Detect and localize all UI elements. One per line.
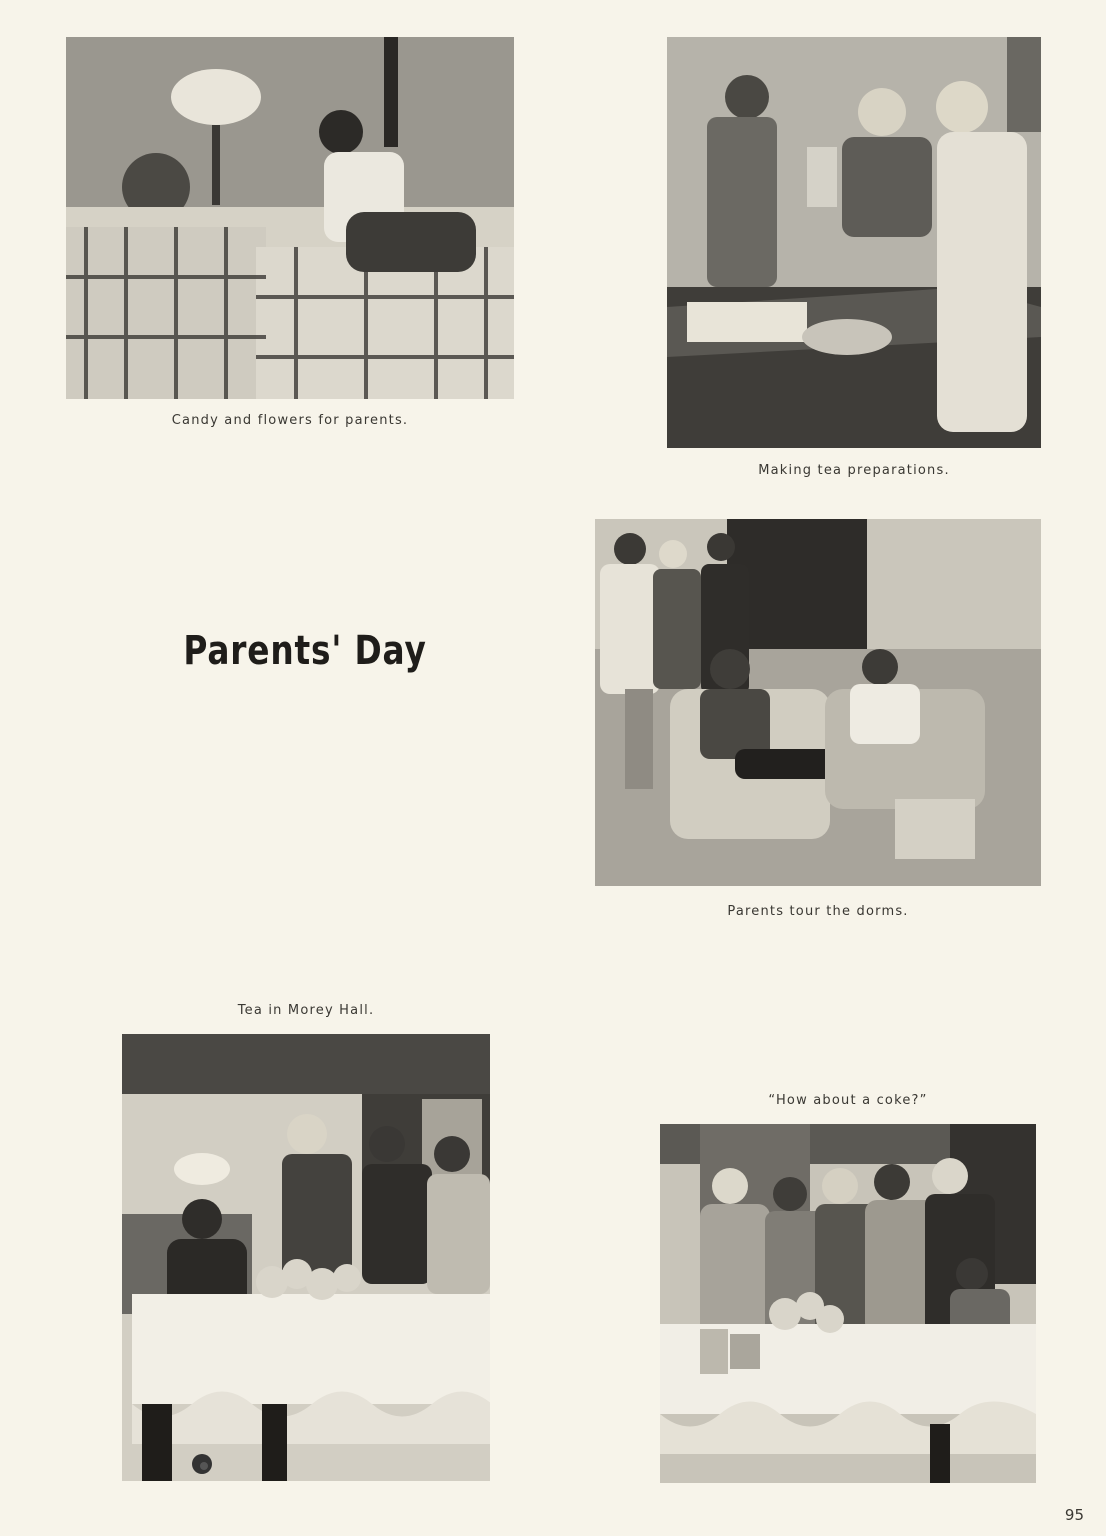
- photo-candy-and-flowers: [66, 37, 514, 399]
- photo-tea-in-morey-hall: [122, 1034, 490, 1481]
- coke-gathering-scene: [660, 1124, 1036, 1483]
- caption-tea-in-morey-hall: Tea in Morey Hall.: [237, 1003, 375, 1018]
- tea-preparation-scene: [667, 37, 1041, 448]
- caption-candy-and-flowers: Candy and flowers for parents.: [171, 413, 409, 428]
- photo-how-about-a-coke: [660, 1124, 1036, 1483]
- caption-making-tea-preparations: Making tea preparations.: [758, 463, 950, 478]
- dorm-tour-scene: [595, 519, 1041, 886]
- page-title: Parents' Day: [183, 628, 427, 674]
- morey-hall-tea-scene: [122, 1034, 490, 1481]
- dorm-room-scene: [66, 37, 514, 399]
- photo-parents-tour-dorms: [595, 519, 1041, 886]
- page-number: 95: [1064, 1506, 1084, 1524]
- caption-parents-tour-dorms: Parents tour the dorms.: [727, 904, 909, 919]
- caption-how-about-a-coke: “How about a coke?”: [768, 1093, 928, 1108]
- photo-making-tea-preparations: [667, 37, 1041, 448]
